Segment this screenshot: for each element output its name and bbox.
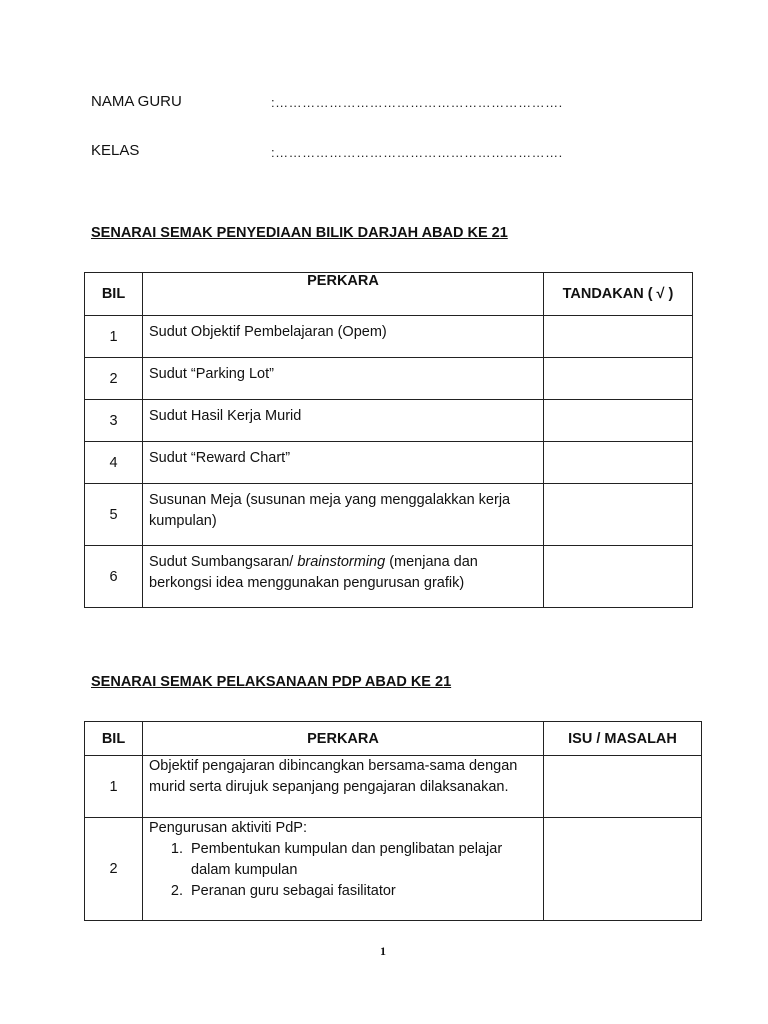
checklist-table-2 [84, 721, 702, 921]
row-bil: 1 [85, 756, 143, 818]
row-perkara: Sudut Hasil Kerja Murid [143, 400, 544, 442]
row-bil: 2 [85, 818, 143, 921]
tick-cell[interactable] [544, 546, 693, 608]
table-header-row [85, 722, 702, 756]
row-perkara: Sudut “Reward Chart” [143, 442, 544, 484]
kelas-label: KELAS [91, 142, 140, 159]
tick-cell[interactable] [544, 442, 693, 484]
table-row [85, 546, 693, 608]
table-header-row [85, 273, 693, 316]
perkara-italic-text: brainstorming [297, 554, 386, 570]
row-perkara: Sudut “Parking Lot” [143, 358, 544, 400]
tick-cell[interactable] [544, 316, 693, 358]
row-perkara [143, 818, 544, 921]
table-row [85, 756, 702, 818]
row-perkara [143, 546, 544, 608]
row-bil: 5 [85, 484, 143, 546]
page-number: 1 [380, 944, 386, 958]
issue-cell[interactable] [544, 756, 702, 818]
row-perkara: Objektif pengajaran dibincangkan bersama-sama dengan murid serta dirujuk sepanjang pengajaran dilaksanakan. [143, 756, 544, 818]
row-bil: 6 [85, 546, 143, 608]
row-perkara: Sudut Objektif Pembelajaran (Opem) [143, 316, 544, 358]
perkara-text: (menjana dan berkongsi idea menggunakan pengurusan grafik) [149, 554, 478, 591]
issue-cell[interactable] [544, 818, 702, 921]
col-header-bil: BIL [85, 273, 143, 316]
row-perkara: Susunan Meja (susunan meja yang menggalakkan kerja kumpulan) [143, 484, 544, 546]
row-bil: 4 [85, 442, 143, 484]
tick-cell[interactable] [544, 400, 693, 442]
table-row [85, 316, 693, 358]
nama-guru-label: NAMA GURU [91, 93, 182, 110]
row-bil: 3 [85, 400, 143, 442]
col-header-bil: BIL [85, 722, 143, 756]
table-row [85, 442, 693, 484]
table-row [85, 818, 702, 921]
col-header-tandakan: TANDAKAN ( √ ) [544, 273, 693, 316]
perkara-intro: Pengurusan aktiviti PdP: [149, 820, 307, 836]
table-row [85, 484, 693, 546]
section1-title: SENARAI SEMAK PENYEDIAAN BILIK DARJAH ABAD KE 21 [91, 225, 508, 241]
table-row [85, 358, 693, 400]
activity-list [149, 839, 537, 902]
row-bil: 1 [85, 316, 143, 358]
nama-guru-field[interactable]: :………………………………………………………. [271, 95, 563, 110]
section2-title: SENARAI SEMAK PELAKSANAAN PDP ABAD KE 21 [91, 674, 452, 690]
row-bil: 2 [85, 358, 143, 400]
tick-cell[interactable] [544, 484, 693, 546]
col-header-isu: ISU / MASALAH [544, 722, 702, 756]
kelas-field[interactable]: :………………………………………………………. [271, 145, 563, 160]
col-header-perkara: PERKARA [143, 722, 544, 756]
tick-cell[interactable] [544, 358, 693, 400]
perkara-text: Sudut Sumbangsaran/ [149, 554, 298, 570]
checklist-table-1 [84, 272, 693, 608]
table-row [85, 400, 693, 442]
list-item: 2. Peranan guru sebagai fasilitator [187, 881, 537, 902]
list-item: 1. Pembentukan kumpulan dan penglibatan pelajar dalam kumpulan [187, 839, 537, 881]
col-header-perkara: PERKARA [143, 273, 544, 316]
